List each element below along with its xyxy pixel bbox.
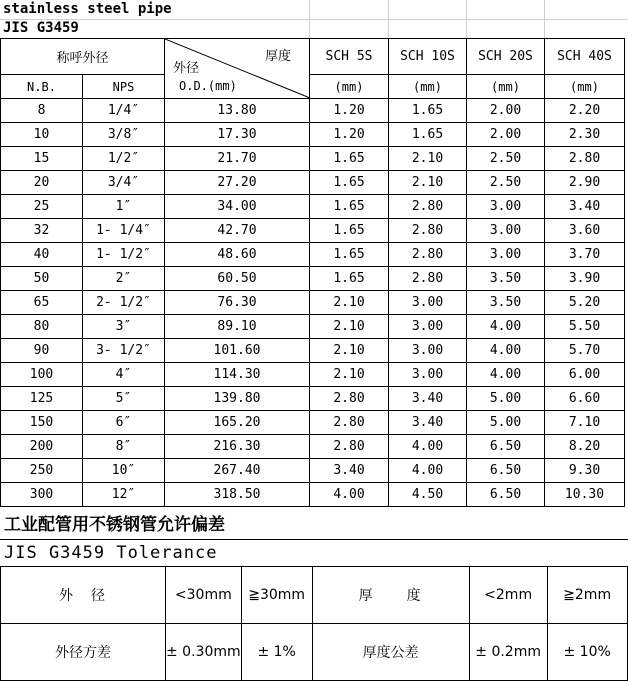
table-row [1,195,625,219]
sch-5s-cell: 2.10 [310,291,389,315]
od-cell: 216.30 [165,435,310,459]
sch-20s-cell: 4.00 [467,363,545,387]
od-small-range: <30mm [166,567,242,624]
table-row [1,435,625,459]
nps-cell: 3/4″ [83,171,165,195]
grid-line [466,0,467,38]
nb-cell: 90 [1,339,83,363]
wt-tolerance-large: ± 10% [547,624,627,681]
table-row [1,411,625,435]
wt-tolerance-small: ± 0.2mm [469,624,547,681]
od-cell: 89.10 [165,315,310,339]
nb-cell: 10 [1,123,83,147]
sch-20s-cell: 6.50 [467,483,545,507]
sch-5s-cell: 2.10 [310,315,389,339]
sch-10s-cell: 2.80 [389,243,467,267]
nb-cell: 125 [1,387,83,411]
sch-10s-cell: 2.80 [389,267,467,291]
sch-10s-cell: 3.40 [389,387,467,411]
od-cell: 34.00 [165,195,310,219]
nps-cell: 4″ [83,363,165,387]
od-label: 外 径 [1,567,166,624]
od-large-range: ≧30mm [241,567,312,624]
unit-label: (mm) [310,75,389,99]
od-cell: 101.60 [165,339,310,363]
nb-cell: 250 [1,459,83,483]
sch-40s-cell: 2.20 [545,99,625,123]
sch-20s-cell: 5.00 [467,387,545,411]
sch-5s-cell: 2.80 [310,411,389,435]
sch-20s-cell: 3.00 [467,243,545,267]
sch-40s-cell: 3.40 [545,195,625,219]
sch-5s-cell: 1.65 [310,195,389,219]
grid-line [544,0,545,38]
sch-20s-header: SCH 20S [467,39,545,75]
table-row [1,243,625,267]
tolerance-title-en: JIS G3459 Tolerance [4,543,218,563]
sch-40s-cell: 10.30 [545,483,625,507]
tolerance-title-cn: 工业配管用不锈钢管允许偏差 [0,510,628,540]
sch-40s-cell: 7.10 [545,411,625,435]
nominal-size-header: 称呼外径 [1,39,165,75]
nb-cell: 300 [1,483,83,507]
thickness-header: 厚度 [264,49,291,64]
sch-5s-cell: 2.10 [310,339,389,363]
sch-10s-cell: 4.50 [389,483,467,507]
sch-10s-cell: 1.65 [389,99,467,123]
sch-40s-cell: 6.60 [545,387,625,411]
sch-20s-cell: 2.50 [467,171,545,195]
od-cell: 27.20 [165,171,310,195]
nps-cell: 1- 1/2″ [83,243,165,267]
od-cell: 114.30 [165,363,310,387]
grid-line [388,0,389,38]
od-cell: 13.80 [165,99,310,123]
wt-label: 厚 度 [312,567,469,624]
od-cell: 17.30 [165,123,310,147]
od-header-en: O.D.(mm) [179,79,237,93]
sch-5s-cell: 1.65 [310,219,389,243]
sch-10s-cell: 3.00 [389,363,467,387]
unit-label: (mm) [389,75,467,99]
nb-cell: 32 [1,219,83,243]
sch-5s-cell: 1.65 [310,171,389,195]
sch-10s-cell: 4.00 [389,459,467,483]
sch-5s-cell: 3.40 [310,459,389,483]
od-tolerance-small: ± 0.30mm [166,624,242,681]
od-cell: 318.50 [165,483,310,507]
table-row [1,483,625,507]
sch-20s-cell: 4.00 [467,339,545,363]
sch-5s-cell: 2.80 [310,435,389,459]
sch-20s-cell: 6.50 [467,459,545,483]
sch-5s-header: SCH 5S [310,39,389,75]
nps-cell: 1/4″ [83,99,165,123]
sch-40s-cell: 2.90 [545,171,625,195]
nps-cell: 2″ [83,267,165,291]
sch-20s-cell: 2.50 [467,147,545,171]
sch-10s-cell: 2.80 [389,219,467,243]
standard-label: JIS G3459 [3,20,79,36]
sch-20s-cell: 4.00 [467,315,545,339]
sch-10s-cell: 1.65 [389,123,467,147]
grid-line [309,0,310,38]
document-title: stainless steel pipe [3,1,172,17]
sch-10s-cell: 2.10 [389,147,467,171]
od-header-cn: 外径 [173,61,200,76]
sch-40s-cell: 8.20 [545,435,625,459]
od-cell: 139.80 [165,387,310,411]
nps-cell: 5″ [83,387,165,411]
od-tolerance-large: ± 1% [241,624,312,681]
sch-5s-cell: 4.00 [310,483,389,507]
table-row [1,291,625,315]
sch-40s-cell: 3.60 [545,219,625,243]
nb-cell: 65 [1,291,83,315]
sch-10s-cell: 3.00 [389,315,467,339]
sch-20s-cell: 2.00 [467,99,545,123]
od-cell: 60.50 [165,267,310,291]
sch-20s-cell: 3.00 [467,195,545,219]
unit-label: (mm) [467,75,545,99]
wt-tolerance-label: 厚度公差 [312,624,469,681]
nb-cell: 15 [1,147,83,171]
nps-cell: 8″ [83,435,165,459]
wt-large-range: ≧2mm [547,567,627,624]
sch-40s-cell: 3.90 [545,267,625,291]
sch-20s-cell: 3.50 [467,267,545,291]
sch-10s-cell: 3.00 [389,339,467,363]
sch-5s-cell: 1.65 [310,243,389,267]
sch-20s-cell: 2.00 [467,123,545,147]
sch-20s-cell: 3.50 [467,291,545,315]
sch-40s-cell: 5.50 [545,315,625,339]
nb-cell: 200 [1,435,83,459]
table-row [1,147,625,171]
tolerance-table [0,566,628,681]
od-cell: 21.70 [165,147,310,171]
od-cell: 267.40 [165,459,310,483]
nps-cell: 3- 1/2″ [83,339,165,363]
sch-5s-cell: 2.10 [310,363,389,387]
table-row [1,267,625,291]
nps-cell: 3/8″ [83,123,165,147]
table-row [1,123,625,147]
wt-small-range: <2mm [469,567,547,624]
nb-cell: 150 [1,411,83,435]
sch-5s-cell: 1.65 [310,147,389,171]
sch-40s-cell: 3.70 [545,243,625,267]
sch-5s-cell: 1.20 [310,99,389,123]
table-row [1,171,625,195]
sch-40s-cell: 6.00 [545,363,625,387]
od-tolerance-label: 外径方差 [1,624,166,681]
sch-10s-header: SCH 10S [389,39,467,75]
sch-5s-cell: 1.20 [310,123,389,147]
od-cell: 42.70 [165,219,310,243]
nps-cell: 1- 1/4″ [83,219,165,243]
sch-40s-cell: 9.30 [545,459,625,483]
nps-cell: 1″ [83,195,165,219]
table-row [1,219,625,243]
table-row [1,459,625,483]
table-row [1,339,625,363]
sch-20s-cell: 5.00 [467,411,545,435]
nps-cell: 1/2″ [83,147,165,171]
nps-cell: 2- 1/2″ [83,291,165,315]
sch-10s-cell: 4.00 [389,435,467,459]
sch-20s-cell: 3.00 [467,219,545,243]
nps-cell: 6″ [83,411,165,435]
nb-header: N.B. [1,75,83,99]
nps-cell: 10″ [83,459,165,483]
nb-cell: 80 [1,315,83,339]
nps-cell: 12″ [83,483,165,507]
nps-cell: 3″ [83,315,165,339]
grid-line [0,19,628,20]
nb-cell: 20 [1,171,83,195]
nb-cell: 100 [1,363,83,387]
sch-40s-cell: 2.80 [545,147,625,171]
diagonal-header-cell [165,39,310,99]
table-row [1,387,625,411]
nb-cell: 25 [1,195,83,219]
sch-40s-cell: 5.70 [545,339,625,363]
unit-label: (mm) [545,75,625,99]
sch-40s-cell: 2.30 [545,123,625,147]
sch-40s-cell: 5.20 [545,291,625,315]
sch-5s-cell: 1.65 [310,267,389,291]
sch-10s-cell: 2.10 [389,171,467,195]
sch-10s-cell: 3.00 [389,291,467,315]
sch-10s-cell: 3.40 [389,411,467,435]
od-cell: 48.60 [165,243,310,267]
sch-10s-cell: 2.80 [389,195,467,219]
table-row [1,315,625,339]
table-row [1,99,625,123]
sch-40s-header: SCH 40S [545,39,625,75]
nps-header: NPS [83,75,165,99]
sch-5s-cell: 2.80 [310,387,389,411]
sch-20s-cell: 6.50 [467,435,545,459]
nb-cell: 8 [1,99,83,123]
nb-cell: 40 [1,243,83,267]
pipe-spec-table [0,38,625,507]
od-cell: 76.30 [165,291,310,315]
table-row [1,363,625,387]
nb-cell: 50 [1,267,83,291]
od-cell: 165.20 [165,411,310,435]
